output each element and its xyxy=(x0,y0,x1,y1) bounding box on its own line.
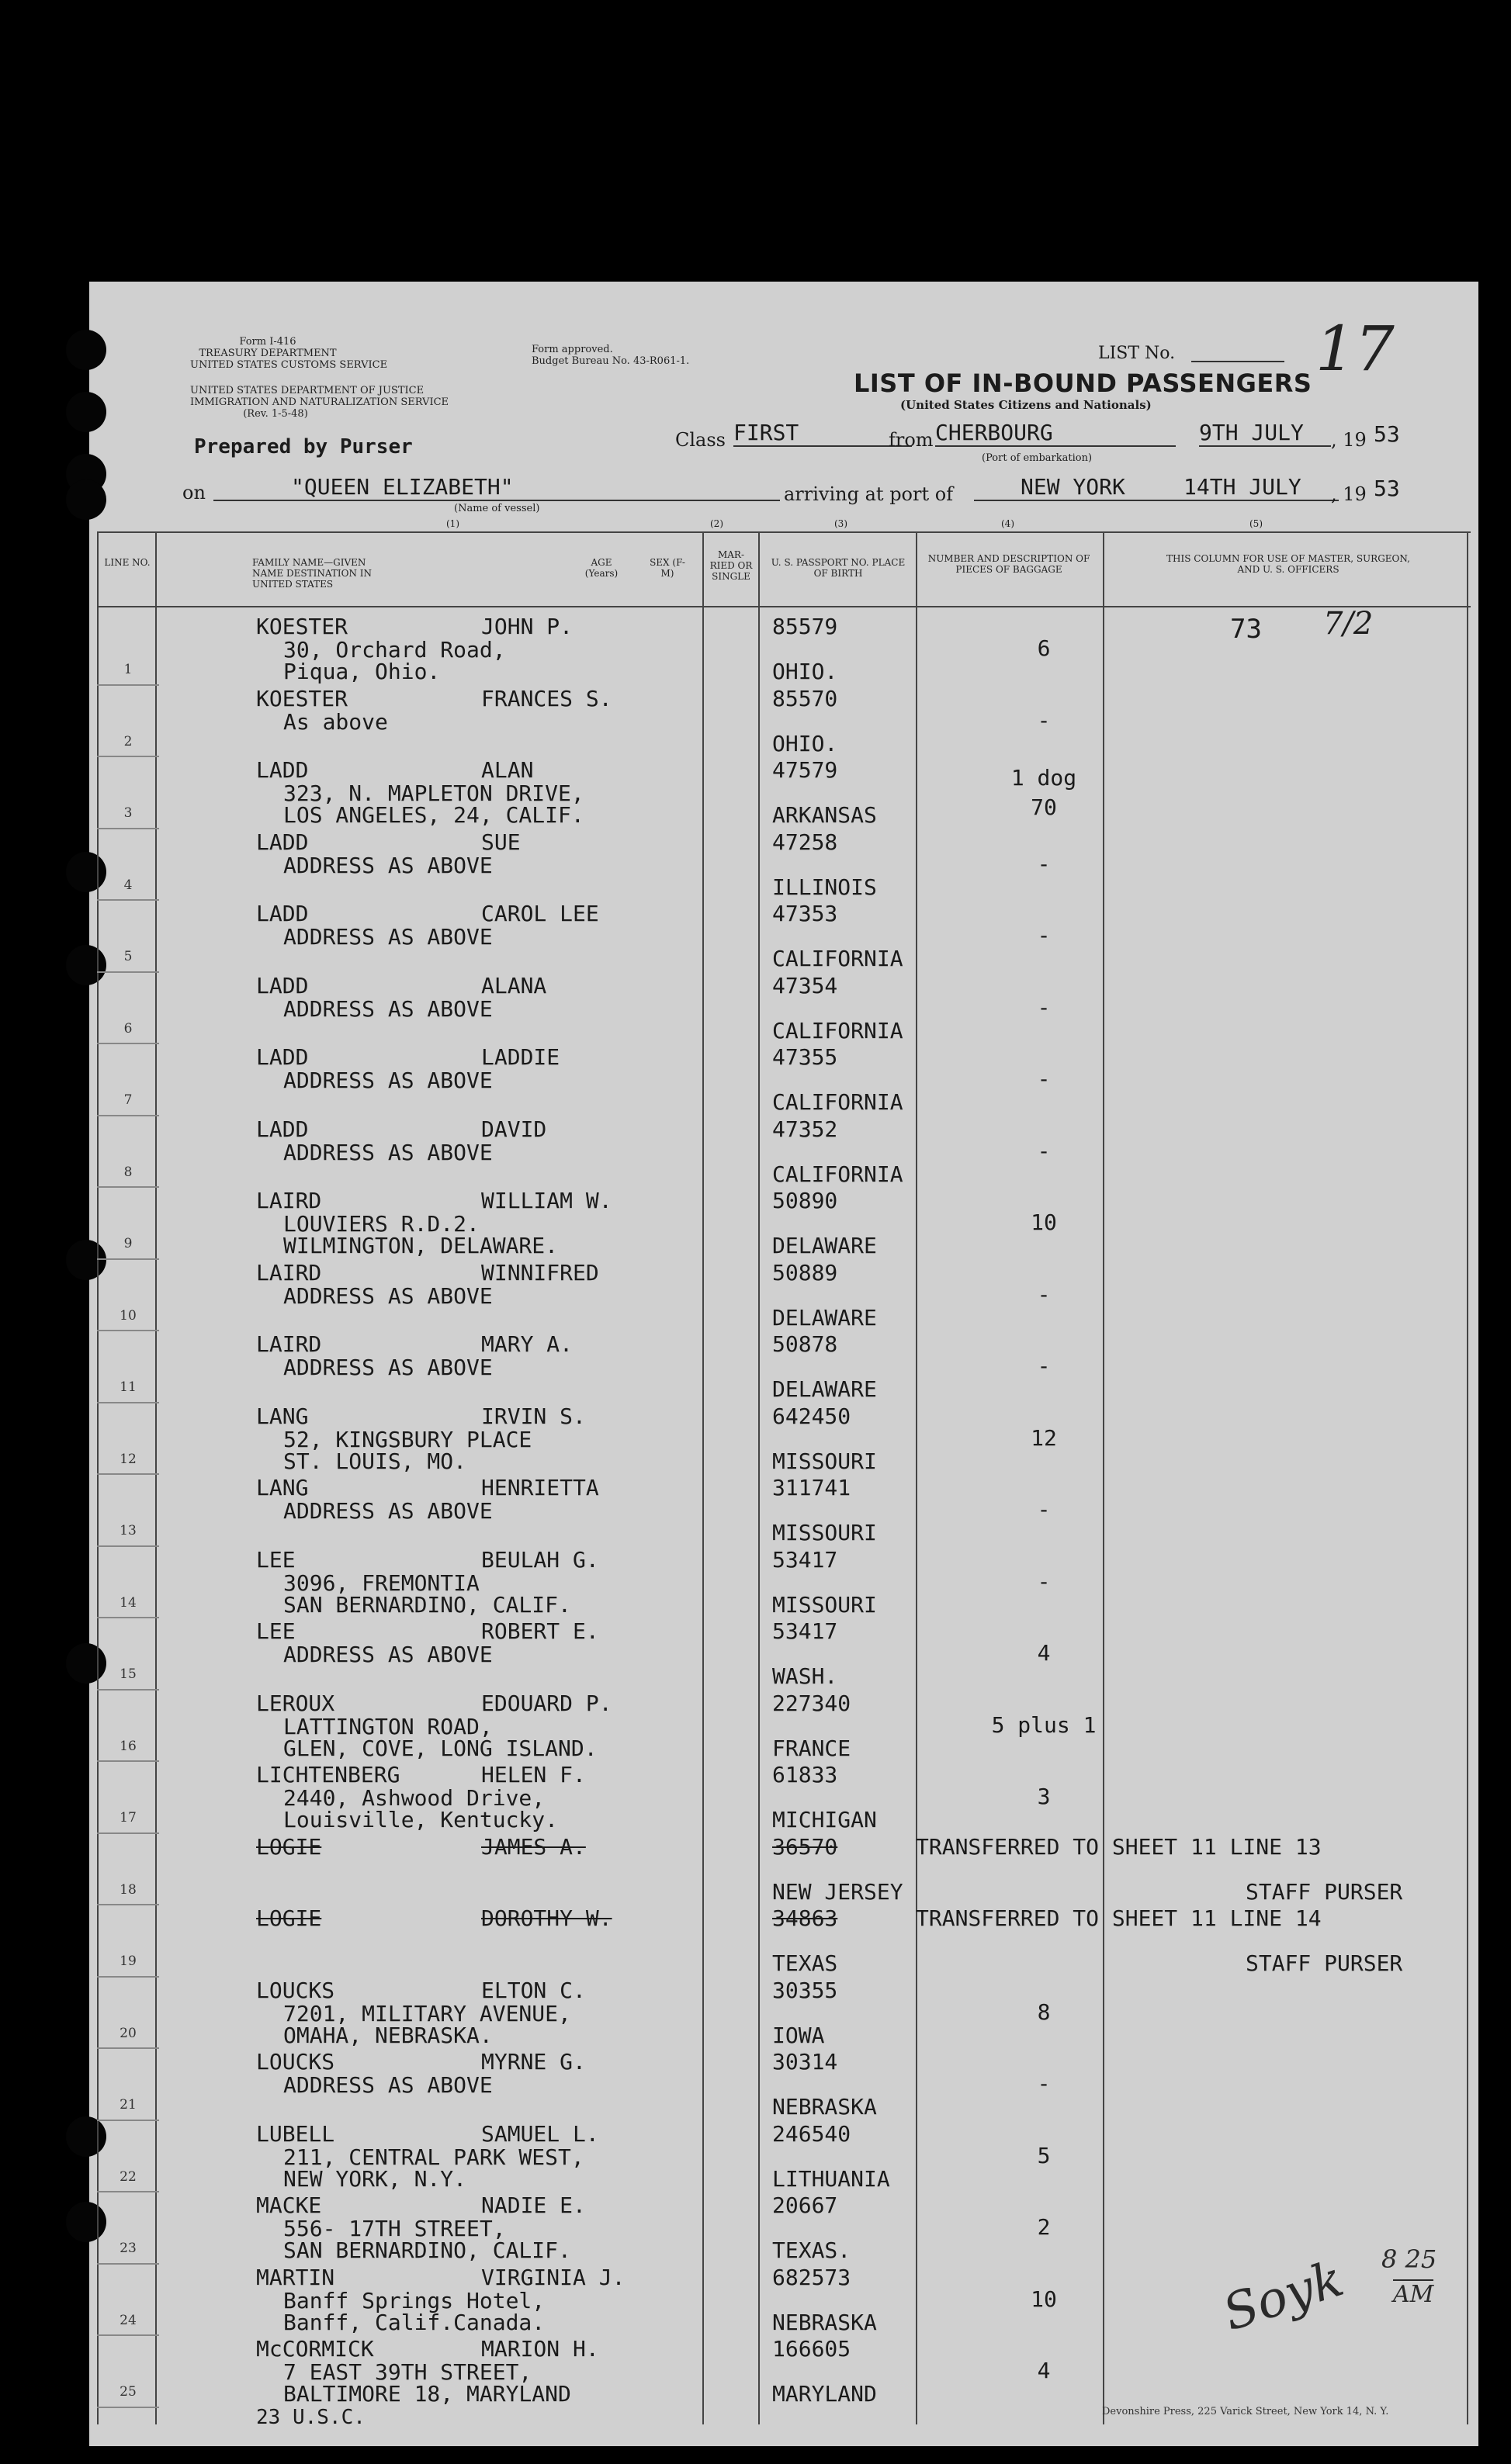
table-top-rule xyxy=(97,531,1471,533)
passport-number: 47258 xyxy=(772,829,838,855)
address-line-1: 7 EAST 39TH STREET, xyxy=(283,2359,532,2385)
baggage-count: TRANSFERRED TO SHEET 11 LINE 13 xyxy=(916,1833,1322,1860)
embark-year-prefix: , 19 xyxy=(1331,429,1367,451)
address-line-1: LOUVIERS R.D.2. xyxy=(283,1211,480,1237)
passport-number: 47355 xyxy=(772,1044,838,1070)
passport-number: 227340 xyxy=(772,1690,851,1716)
address-line-1: 3096, FREMONTIA xyxy=(283,1569,480,1596)
address-line-2: ST. LOUIS, MO. xyxy=(283,1448,467,1474)
inspector-signature: Soyk xyxy=(1216,2250,1350,2343)
family-name: LADD xyxy=(256,757,309,783)
place-of-birth: DELAWARE xyxy=(772,1376,877,1402)
address-line-1: 52, KINGSBURY PLACE xyxy=(283,1426,532,1452)
line-number: 16 xyxy=(120,1738,137,1754)
baggage-count: - xyxy=(1037,994,1051,1020)
place-of-birth: NEBRASKA xyxy=(772,2094,877,2120)
passport-number: 50878 xyxy=(772,1331,838,1357)
form-number: Form I-416 xyxy=(239,336,296,348)
address-line-2: SAN BERNARDINO, CALIF. xyxy=(283,1591,571,1618)
table-row xyxy=(89,1762,1478,1834)
baggage-count: - xyxy=(1037,850,1051,877)
family-name: LAIRD xyxy=(256,1188,322,1213)
staff-note: STAFF PURSER xyxy=(1246,1950,1403,1976)
stamp-ampm: AM xyxy=(1393,2281,1434,2308)
col-header-officers: THIS COLUMN FOR USE OF MASTER, SURGEON, AND U. S. OFFICERS xyxy=(1166,553,1410,575)
table-row xyxy=(89,1905,1478,1978)
justice-dept: UNITED STATES DEPARTMENT OF JUSTICE xyxy=(190,385,425,396)
passport-number: 34863 xyxy=(772,1905,838,1931)
passport-number: 682573 xyxy=(772,2264,851,2290)
vessel-caption: (Name of vessel) xyxy=(454,503,540,514)
place-of-birth: TEXAS xyxy=(772,1950,838,1976)
baggage-count: 10 xyxy=(1031,2286,1057,2312)
place-of-birth: TEXAS. xyxy=(772,2237,851,2263)
baggage-count: 3 xyxy=(1037,1784,1051,1809)
arrival-year: 53 xyxy=(1374,476,1400,501)
officer-note: 73 xyxy=(1230,614,1262,645)
list-no-label: LIST No. xyxy=(1098,344,1176,363)
given-name: NADIE E. xyxy=(481,2192,586,2218)
family-name: LADD xyxy=(256,901,309,926)
col-num-2: (2) xyxy=(710,518,723,529)
baggage-count: 6 xyxy=(1037,635,1051,661)
col-num-5: (5) xyxy=(1249,518,1263,529)
passport-number: 50890 xyxy=(772,1188,838,1213)
table-row xyxy=(89,1331,1478,1403)
ins-label: IMMIGRATION AND NATURALIZATION SERVICE xyxy=(190,396,449,408)
given-name: WILLIAM W. xyxy=(481,1188,612,1213)
family-name: KOESTER xyxy=(256,614,348,639)
address-line-1: As above xyxy=(283,708,388,735)
treasury-dept: TREASURY DEPARTMENT xyxy=(199,348,337,359)
given-name: WINNIFRED xyxy=(481,1259,599,1286)
passport-number: 53417 xyxy=(772,1618,838,1644)
place-of-birth: MISSOURI xyxy=(772,1591,877,1618)
address-line-1: ADDRESS AS ABOVE xyxy=(283,1355,493,1380)
printer-credit: Devonshire Press, 225 Varick Street, New York 14, N. Y. xyxy=(1102,2406,1389,2417)
line-number: 25 xyxy=(120,2384,137,2400)
family-name: LOUCKS xyxy=(256,1977,335,2003)
passport-number: 246540 xyxy=(772,2120,851,2147)
place-of-birth: MARYLAND xyxy=(772,2381,877,2407)
page-subtitle: (United States Citizens and Nationals) xyxy=(900,398,1152,412)
line-number: 15 xyxy=(120,1666,137,1682)
place-of-birth: MICHIGAN xyxy=(772,1807,877,1832)
place-of-birth: MISSOURI xyxy=(772,1520,877,1545)
place-of-birth: CALIFORNIA xyxy=(772,1089,903,1115)
given-name: ROBERT E. xyxy=(481,1618,599,1644)
family-name: LANG xyxy=(256,1475,309,1500)
address-line-1: ADDRESS AS ABOVE xyxy=(283,852,493,878)
baggage-count: - xyxy=(1037,1497,1051,1522)
table-row xyxy=(89,1691,1478,1763)
baggage-count: - xyxy=(1037,922,1051,948)
passport-number: 36570 xyxy=(772,1833,838,1860)
family-name: LEROUX xyxy=(256,1690,335,1716)
line-number: 5 xyxy=(123,949,133,964)
place-of-birth: CALIFORNIA xyxy=(772,1161,903,1187)
family-name: LANG xyxy=(256,1403,309,1429)
address-line-1: ADDRESS AS ABOVE xyxy=(283,995,493,1022)
address-line-1: 7201, MILITARY AVENUE, xyxy=(283,2000,571,2026)
line-number: 13 xyxy=(120,1523,137,1538)
place-of-birth: FRANCE xyxy=(772,1735,851,1761)
embark-date: 9TH JULY xyxy=(1199,420,1331,447)
table-row xyxy=(89,2049,1478,2121)
table-row xyxy=(89,614,1478,686)
line-number: 6 xyxy=(123,1020,133,1036)
table-row xyxy=(89,901,1478,973)
line-number: 20 xyxy=(120,2025,137,2041)
table-row xyxy=(89,1403,1478,1476)
family-name: LAIRD xyxy=(256,1331,322,1357)
from-value: CHERBOURG xyxy=(935,420,1176,447)
given-name: MARION H. xyxy=(481,2336,599,2362)
approved-text: Form approved. xyxy=(532,344,613,355)
col-header-name: FAMILY NAME—GIVEN NAME DESTINATION IN UNITED STATES xyxy=(252,557,373,590)
family-name: LADD xyxy=(256,829,309,855)
form-header-left xyxy=(190,336,388,371)
baggage-count: 4 xyxy=(1037,1640,1051,1666)
budget-text: Budget Bureau No. 43-R061-1. xyxy=(532,355,690,367)
passport-number: 47352 xyxy=(772,1116,838,1142)
table-row xyxy=(89,2121,1478,2193)
given-name: HENRIETTA xyxy=(481,1475,599,1500)
line-number: 7 xyxy=(123,1092,133,1108)
officer-fraction: 7/2 xyxy=(1323,606,1374,642)
embark-caption: (Port of embarkation) xyxy=(982,452,1093,464)
staff-note: STAFF PURSER xyxy=(1246,1878,1403,1905)
passport-number: 47353 xyxy=(772,901,838,926)
table-row xyxy=(89,1188,1478,1260)
given-name: DOROTHY W. xyxy=(481,1905,612,1931)
table-row xyxy=(89,2192,1478,2265)
list-number: 17 xyxy=(1315,313,1395,385)
table-row xyxy=(89,1978,1478,2050)
col-num-3: (3) xyxy=(834,518,847,529)
place-of-birth: NEBRASKA xyxy=(772,2309,877,2335)
col-header-baggage: NUMBER AND DESCRIPTION OF PIECES OF BAGGAGE xyxy=(927,553,1090,575)
table-row xyxy=(89,973,1478,1045)
table-row xyxy=(89,1618,1478,1691)
place-of-birth: MISSOURI xyxy=(772,1448,877,1474)
address-line-2: SAN BERNARDINO, CALIF. xyxy=(283,2237,571,2263)
address-line-2: BALTIMORE 18, MARYLAND xyxy=(283,2381,571,2407)
place-of-birth: OHIO. xyxy=(772,730,838,756)
arrival-year-prefix: , 19 xyxy=(1331,483,1367,505)
given-name: FRANCES S. xyxy=(481,685,612,711)
place-of-birth: NEW JERSEY xyxy=(772,1878,903,1905)
col-header-age: AGE (Years) xyxy=(584,557,619,579)
family-name: LOGIE xyxy=(256,1905,322,1931)
address-line-2: LOS ANGELES, 24, CALIF. xyxy=(283,802,584,828)
place-of-birth: LITHUANIA xyxy=(772,2165,890,2192)
place-of-birth: IOWA xyxy=(772,2022,825,2048)
line-number: 22 xyxy=(120,2168,137,2185)
address-line-2: Banff, Calif.Canada. xyxy=(283,2309,546,2335)
row-divider xyxy=(97,2407,159,2408)
justice-header xyxy=(190,385,449,420)
line-number: 18 xyxy=(120,1881,137,1898)
passport-number: 85579 xyxy=(772,614,838,639)
punch-hole-icon xyxy=(66,479,106,520)
address-line-1: ADDRESS AS ABOVE xyxy=(283,1642,493,1667)
address-line-1: ADDRESS AS ABOVE xyxy=(283,1068,493,1093)
place-of-birth: WASH. xyxy=(772,1663,838,1689)
given-name: EDOUARD P. xyxy=(481,1690,612,1716)
baggage-count: 5 plus 1 xyxy=(991,1711,1097,1738)
given-name: HELEN F. xyxy=(481,1762,586,1787)
passport-number: 311741 xyxy=(772,1475,851,1500)
line-number: 2 xyxy=(123,733,133,749)
given-name: ELTON C. xyxy=(481,1977,586,2003)
given-name: MARY A. xyxy=(481,1331,574,1357)
table-row xyxy=(89,757,1478,829)
address-line-1: ADDRESS AS ABOVE xyxy=(283,1139,493,1165)
line-number: 14 xyxy=(120,1594,137,1611)
passport-number: 53417 xyxy=(772,1546,838,1573)
list-no-underline xyxy=(1191,359,1284,362)
col-header-married: MAR-RIED OR SINGLE xyxy=(709,549,753,582)
class-value: FIRST xyxy=(733,420,912,447)
given-name: VIRGINIA J. xyxy=(481,2264,626,2290)
place-of-birth: DELAWARE xyxy=(772,1304,877,1331)
address-line-1: ADDRESS AS ABOVE xyxy=(283,2072,493,2098)
given-name: CAROL LEE xyxy=(481,901,599,926)
baggage-count: 4 xyxy=(1037,2358,1051,2383)
baggage-count: - xyxy=(1037,1353,1051,1379)
baggage-count: - xyxy=(1037,707,1051,733)
class-label: Class xyxy=(675,429,726,451)
address-line-1: Banff Springs Hotel, xyxy=(283,2287,546,2313)
passport-number: 30355 xyxy=(772,1977,838,2003)
line-number: 12 xyxy=(120,1451,137,1467)
col-header-line: LINE NO. xyxy=(104,557,151,568)
punch-hole-icon xyxy=(66,392,106,432)
given-name: DAVID xyxy=(481,1116,547,1142)
table-row xyxy=(89,1475,1478,1547)
punch-hole-icon xyxy=(66,330,106,370)
family-name: LOUCKS xyxy=(256,2049,335,2075)
family-name: LADD xyxy=(256,1044,309,1070)
line-number: 8 xyxy=(123,1164,133,1180)
place-of-birth: ARKANSAS xyxy=(772,802,877,828)
address-line-1: ADDRESS AS ABOVE xyxy=(283,1282,493,1309)
table-row xyxy=(89,686,1478,758)
passport-number: 166605 xyxy=(772,2336,851,2362)
table-header-rule xyxy=(97,606,1471,607)
family-name: LEE xyxy=(256,1618,296,1644)
arrival-date: 14TH JULY xyxy=(1176,474,1339,501)
baggage-count: 12 xyxy=(1031,1424,1057,1451)
line-number: 4 xyxy=(123,877,133,893)
place-of-birth: DELAWARE xyxy=(772,1233,877,1258)
given-name: IRVIN S. xyxy=(481,1403,586,1429)
baggage-count: - xyxy=(1037,1137,1051,1164)
table-row xyxy=(89,829,1478,902)
address-line-2: NEW YORK, N.Y. xyxy=(283,2165,467,2192)
baggage-count: - xyxy=(1037,1281,1051,1307)
table-row xyxy=(89,2336,1478,2408)
address-line-2: WILMINGTON, DELAWARE. xyxy=(283,1233,559,1258)
baggage-count-extra: 70 xyxy=(1031,794,1057,820)
line-number: 9 xyxy=(123,1236,133,1251)
revision: (Rev. 1-5-48) xyxy=(243,408,308,420)
family-name: LADD xyxy=(256,1116,309,1142)
table-row xyxy=(89,1834,1478,1906)
passport-number: 47354 xyxy=(772,972,838,998)
table-row xyxy=(89,1547,1478,1619)
page-title: LIST OF IN-BOUND PASSENGERS xyxy=(854,369,1312,398)
passport-number: 642450 xyxy=(772,1403,851,1429)
embark-year: 53 xyxy=(1374,421,1400,447)
family-name: McCORMICK xyxy=(256,2336,374,2362)
address-line-1: 30, Orchard Road, xyxy=(283,637,506,663)
baggage-count: 2 xyxy=(1037,2214,1051,2240)
passport-number: 30314 xyxy=(772,2049,838,2075)
family-name: KOESTER xyxy=(256,685,348,711)
passport-number: 61833 xyxy=(772,1762,838,1787)
given-name: BEULAH G. xyxy=(481,1546,599,1573)
arriving-label: arriving at port of xyxy=(784,483,954,505)
address-line-1: ADDRESS AS ABOVE xyxy=(283,924,493,950)
form-approved xyxy=(532,344,689,367)
given-name: ALANA xyxy=(481,972,547,998)
address-line-1: ADDRESS AS ABOVE xyxy=(283,1498,493,1524)
place-of-birth: CALIFORNIA xyxy=(772,946,903,971)
passport-number: 85570 xyxy=(772,685,838,711)
address-line-1: 2440, Ashwood Drive, xyxy=(283,1785,546,1811)
line-number: 3 xyxy=(123,805,133,821)
prepared-by: Prepared by Purser xyxy=(194,435,413,459)
given-name: SUE xyxy=(481,829,521,855)
col-num-1: (1) xyxy=(446,518,459,529)
given-name: LADDIE xyxy=(481,1044,560,1070)
col-header-sex: SEX (F-M) xyxy=(650,557,685,579)
baggage-count: TRANSFERRED TO SHEET 11 LINE 14 xyxy=(916,1905,1322,1931)
family-name: LAIRD xyxy=(256,1259,322,1286)
given-name: ALAN xyxy=(481,757,534,783)
line-number: 24 xyxy=(120,2312,137,2328)
arrival-port: NEW YORK xyxy=(974,474,1176,501)
from-label: from xyxy=(889,429,934,451)
line-number: 1 xyxy=(123,662,133,677)
col-num-4: (4) xyxy=(1001,518,1014,529)
passport-number: 47579 xyxy=(772,757,838,783)
given-name: MYRNE G. xyxy=(481,2049,586,2075)
passport-number: 50889 xyxy=(772,1259,838,1286)
family-name: LOGIE xyxy=(256,1833,322,1860)
line-number: 17 xyxy=(120,1810,137,1826)
family-name: MACKE xyxy=(256,2192,322,2218)
place-of-birth: CALIFORNIA xyxy=(772,1017,903,1043)
table-row xyxy=(89,1044,1478,1116)
family-name: LEE xyxy=(256,1546,296,1573)
baggage-count: 8 xyxy=(1037,1999,1051,2025)
table-row xyxy=(89,1116,1478,1189)
baggage-count: - xyxy=(1037,1066,1051,1092)
on-label: on xyxy=(182,482,206,504)
line-number: 21 xyxy=(120,2097,137,2113)
address-line-2: Piqua, Ohio. xyxy=(283,659,441,684)
address-line-1: LATTINGTON ROAD, xyxy=(283,1713,493,1739)
address-line-1: 211, CENTRAL PARK WEST, xyxy=(283,2144,584,2170)
line-number: 10 xyxy=(120,1307,137,1324)
line-number: 19 xyxy=(120,1954,137,1969)
col-header-passport: U. S. PASSPORT NO. PLACE OF BIRTH xyxy=(771,557,906,579)
given-name: SAMUEL L. xyxy=(481,2120,599,2147)
line-number: 23 xyxy=(120,2241,137,2256)
vessel-name: "QUEEN ELIZABETH" xyxy=(213,474,780,501)
family-name: LICHTENBERG xyxy=(256,1762,400,1787)
stamp-time: 8 25 xyxy=(1381,2244,1437,2274)
baggage-count: 10 xyxy=(1031,1210,1057,1235)
line-number: 11 xyxy=(120,1379,137,1395)
address-line-1: 556- 17TH STREET, xyxy=(283,2216,506,2241)
address-line-1: 323, N. MAPLETON DRIVE, xyxy=(283,780,584,806)
address-line-2: GLEN, COVE, LONG ISLAND. xyxy=(283,1735,598,1761)
baggage-count: 5 xyxy=(1037,2142,1051,2168)
passport-number: 20667 xyxy=(772,2192,838,2218)
footer-code: 23 U.S.C. xyxy=(256,2406,366,2429)
address-line-2: OMAHA, NEBRASKA. xyxy=(283,2022,493,2048)
baggage-count: 1 dog xyxy=(1010,765,1077,791)
table-row xyxy=(89,1260,1478,1332)
address-line-2: Louisville, Kentucky. xyxy=(283,1807,559,1832)
given-name: JAMES A. xyxy=(481,1833,586,1860)
baggage-count: - xyxy=(1037,1568,1051,1594)
given-name: JOHN P. xyxy=(481,614,574,639)
document-page xyxy=(89,282,1478,2446)
family-name: MARTIN xyxy=(256,2264,335,2290)
baggage-count: - xyxy=(1037,2071,1051,2096)
customs-service: UNITED STATES CUSTOMS SERVICE xyxy=(190,359,388,371)
family-name: LUBELL xyxy=(256,2120,335,2147)
place-of-birth: OHIO. xyxy=(772,659,838,684)
family-name: LADD xyxy=(256,972,309,998)
place-of-birth: ILLINOIS xyxy=(772,874,877,900)
